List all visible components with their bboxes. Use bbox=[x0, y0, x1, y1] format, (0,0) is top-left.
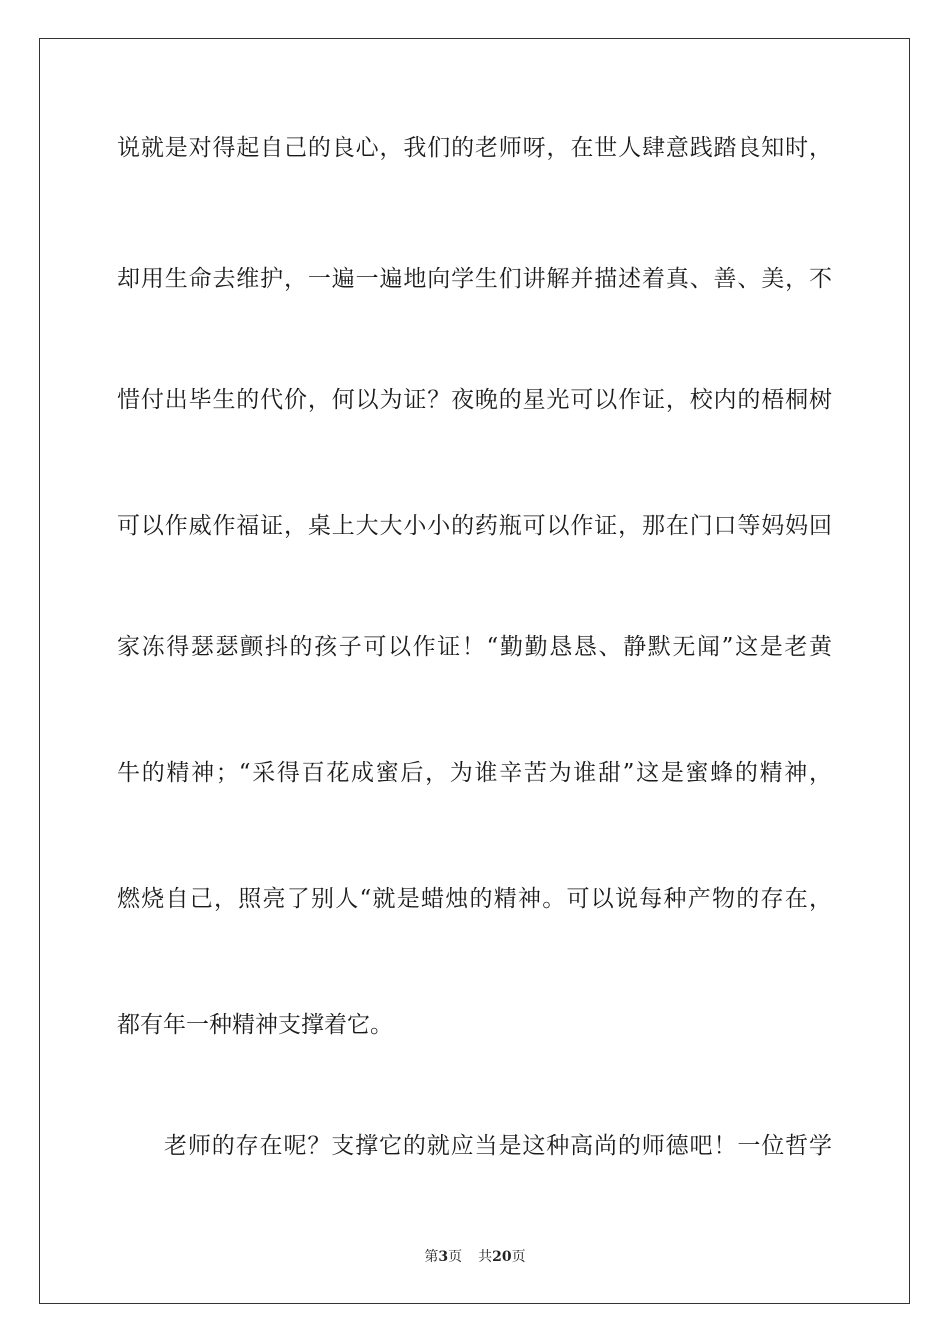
page-footer bbox=[0, 1247, 950, 1267]
total-suffix: 页 bbox=[511, 1249, 526, 1265]
body-line-6: 牛的精神；“采得百花成蜜后，为谁辛苦为谁甜”这是蜜蜂的精神， bbox=[117, 760, 832, 786]
page-number: 3 bbox=[438, 1249, 449, 1265]
body-line-8: 都有年一种精神支撑着它。 bbox=[117, 1012, 393, 1038]
page-prefix: 第 bbox=[424, 1249, 439, 1265]
body-line-5: 家冻得瑟瑟颤抖的孩子可以作证！“勤勤恳恳、静默无闻”这是老黄 bbox=[117, 634, 832, 660]
body-line-2: 却用生命去维护，一遍一遍地向学生们讲解并描述着真、善、美，不 bbox=[117, 266, 832, 292]
page-border bbox=[39, 38, 910, 1304]
total-pages: 20 bbox=[492, 1249, 512, 1265]
body-line-7: 燃烧自己，照亮了别人“就是蜡烛的精神。可以说每种产物的存在， bbox=[117, 886, 832, 912]
body-line-4: 可以作威作福证，桌上大大小小的药瓶可以作证，那在门口等妈妈回 bbox=[117, 513, 832, 539]
total-prefix: 共 bbox=[478, 1249, 493, 1265]
body-line-9: 老师的存在呢？支撑它的就应当是这种高尚的师德吧！一位哲学 bbox=[164, 1133, 832, 1159]
body-line-3: 惜付出毕生的代价，何以为证？夜晚的星光可以作证，校内的梧桐树 bbox=[117, 387, 832, 413]
body-line-1: 说就是对得起自己的良心，我们的老师呀，在世人肆意践踏良知时， bbox=[117, 135, 832, 161]
page-suffix: 页 bbox=[448, 1249, 463, 1265]
